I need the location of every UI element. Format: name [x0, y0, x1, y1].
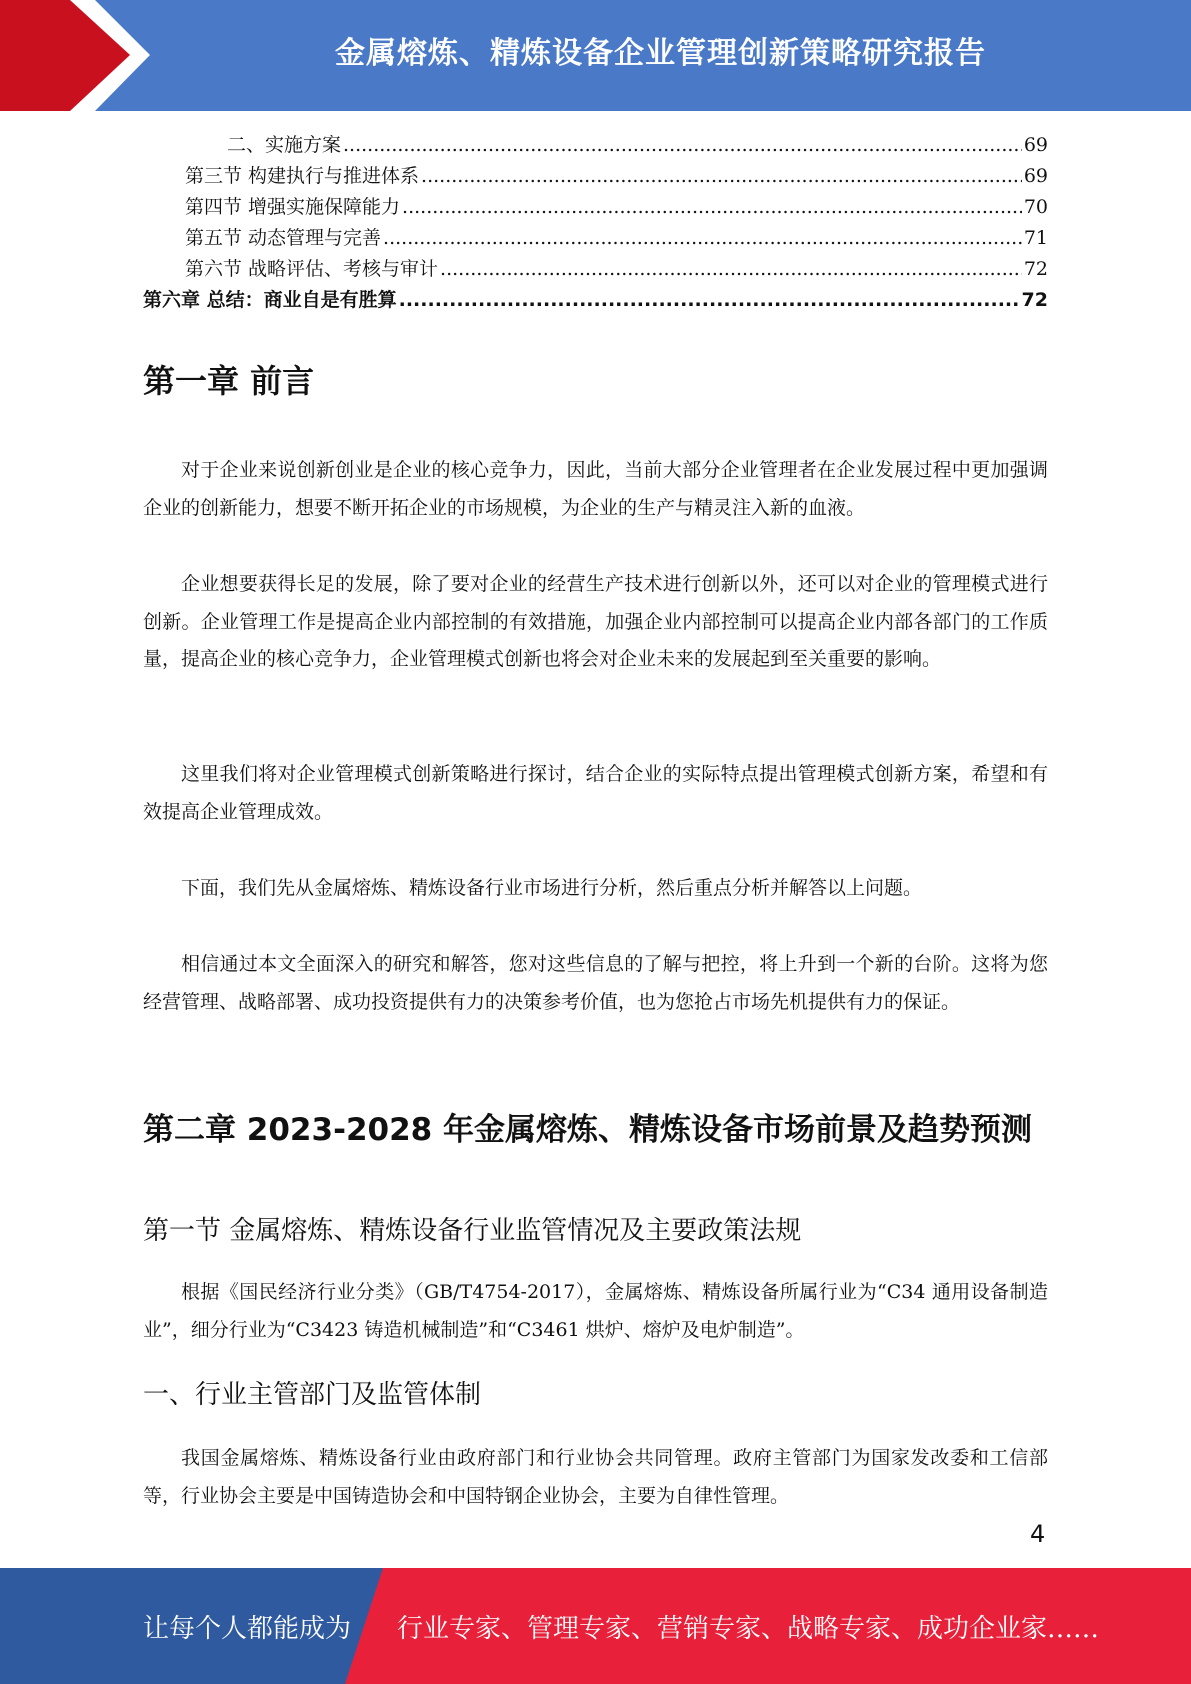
toc-entry-title: 二、实施方案	[227, 134, 342, 156]
toc-leader	[402, 192, 1022, 223]
chapter-2-heading: 第二章 2023-2028 年金属熔炼、精炼设备市场前景及趋势预测	[143, 1112, 1033, 1148]
toc-entry[interactable]	[143, 192, 1048, 223]
table-of-contents	[143, 130, 1048, 316]
toc-entry-title: 第六章 总结：商业自是有胜算	[143, 289, 397, 311]
toc-entry-title: 第五节 动态管理与完善	[185, 227, 382, 249]
toc-entry[interactable]	[143, 223, 1048, 254]
toc-entry-page: 72	[1023, 258, 1048, 280]
toc-leader	[440, 254, 1022, 285]
toc-entry-page: 70	[1023, 196, 1048, 218]
paragraph: 这里我们将对企业管理模式创新策略进行探讨，结合企业的实际特点提出管理模式创新方案，希望和有效提高企业管理成效。	[143, 763, 1048, 823]
paragraph: 根据《国民经济行业分类》（GB/T4754-2017），金属熔炼、精炼设备所属行业为“C34 通用设备制造业”，细分行业为“C3423 铸造机械制造”和“C3461 烘炉、熔炉及电炉制造”。	[143, 1281, 1048, 1341]
toc-entry[interactable]	[143, 254, 1048, 285]
toc-leader	[399, 285, 1020, 316]
toc-entry[interactable]	[143, 161, 1048, 192]
toc-entry-title: 第三节 构建执行与推进体系	[185, 165, 420, 187]
toc-entry-page: 72	[1021, 289, 1048, 311]
footer-slogan-right: 行业专家、管理专家、营销专家、战略专家、成功企业家……	[397, 1614, 1100, 1644]
page-number: 4	[1030, 1520, 1046, 1548]
paragraph: 相信通过本文全面深入的研究和解答，您对这些信息的了解与把控，将上升到一个新的台阶。这将为您经营管理、战略部署、成功投资提供有力的决策参考价值，也为您抢占市场先机提供有力的保证。	[143, 953, 1048, 1013]
paragraph: 我国金属熔炼、精炼设备行业由政府部门和行业协会共同管理。政府主管部门为国家发改委和工信部等，行业协会主要是中国铸造协会和中国特钢企业协会，主要为自律性管理。	[143, 1447, 1048, 1507]
toc-leader	[421, 161, 1022, 192]
paragraph: 下面，我们先从金属熔炼、精炼设备行业市场进行分析，然后重点分析并解答以上问题。	[181, 877, 923, 899]
toc-entry-page: 69	[1023, 165, 1048, 187]
toc-entry-page: 69	[1023, 134, 1048, 156]
paragraph: 对于企业来说创新创业是企业的核心竞争力，因此，当前大部分企业管理者在企业发展过程中更加强调企业的创新能力，想要不断开拓企业的市场规模，为企业的生产与精灵注入新的血液。	[143, 459, 1048, 519]
toc-entry-chapter[interactable]	[143, 285, 1048, 316]
page-header	[0, 0, 1191, 111]
toc-entry-title: 第六节 战略评估、考核与审计	[185, 258, 439, 280]
header-arrow-decoration	[0, 0, 160, 111]
section-heading: 第一节 金属熔炼、精炼设备行业监管情况及主要政策法规	[143, 1216, 802, 1246]
toc-entry-page: 71	[1023, 227, 1048, 249]
paragraph: 企业想要获得长足的发展，除了要对企业的经营生产技术进行创新以外，还可以对企业的管理模式进行创新。企业管理工作是提高企业内部控制的有效措施，加强企业内部控制可以提高企业内部各部门的工作质量，提高企业的核心竞争力，企业管理模式创新也将会对企业未来的发展起到至关重要的影响。	[143, 573, 1048, 670]
subsection-heading: 一、行业主管部门及监管体制	[143, 1380, 482, 1410]
footer-slogan-left: 让每个人都能成为	[143, 1614, 352, 1644]
toc-leader	[343, 130, 1022, 161]
chapter-1-heading: 第一章 前言	[143, 362, 315, 400]
toc-entry[interactable]	[143, 130, 1048, 161]
page-footer	[0, 1568, 1191, 1684]
toc-entry-title: 第四节 增强实施保障能力	[185, 196, 401, 218]
toc-leader	[383, 223, 1022, 254]
header-title: 金属熔炼、精炼设备企业管理创新策略研究报告	[335, 36, 986, 71]
